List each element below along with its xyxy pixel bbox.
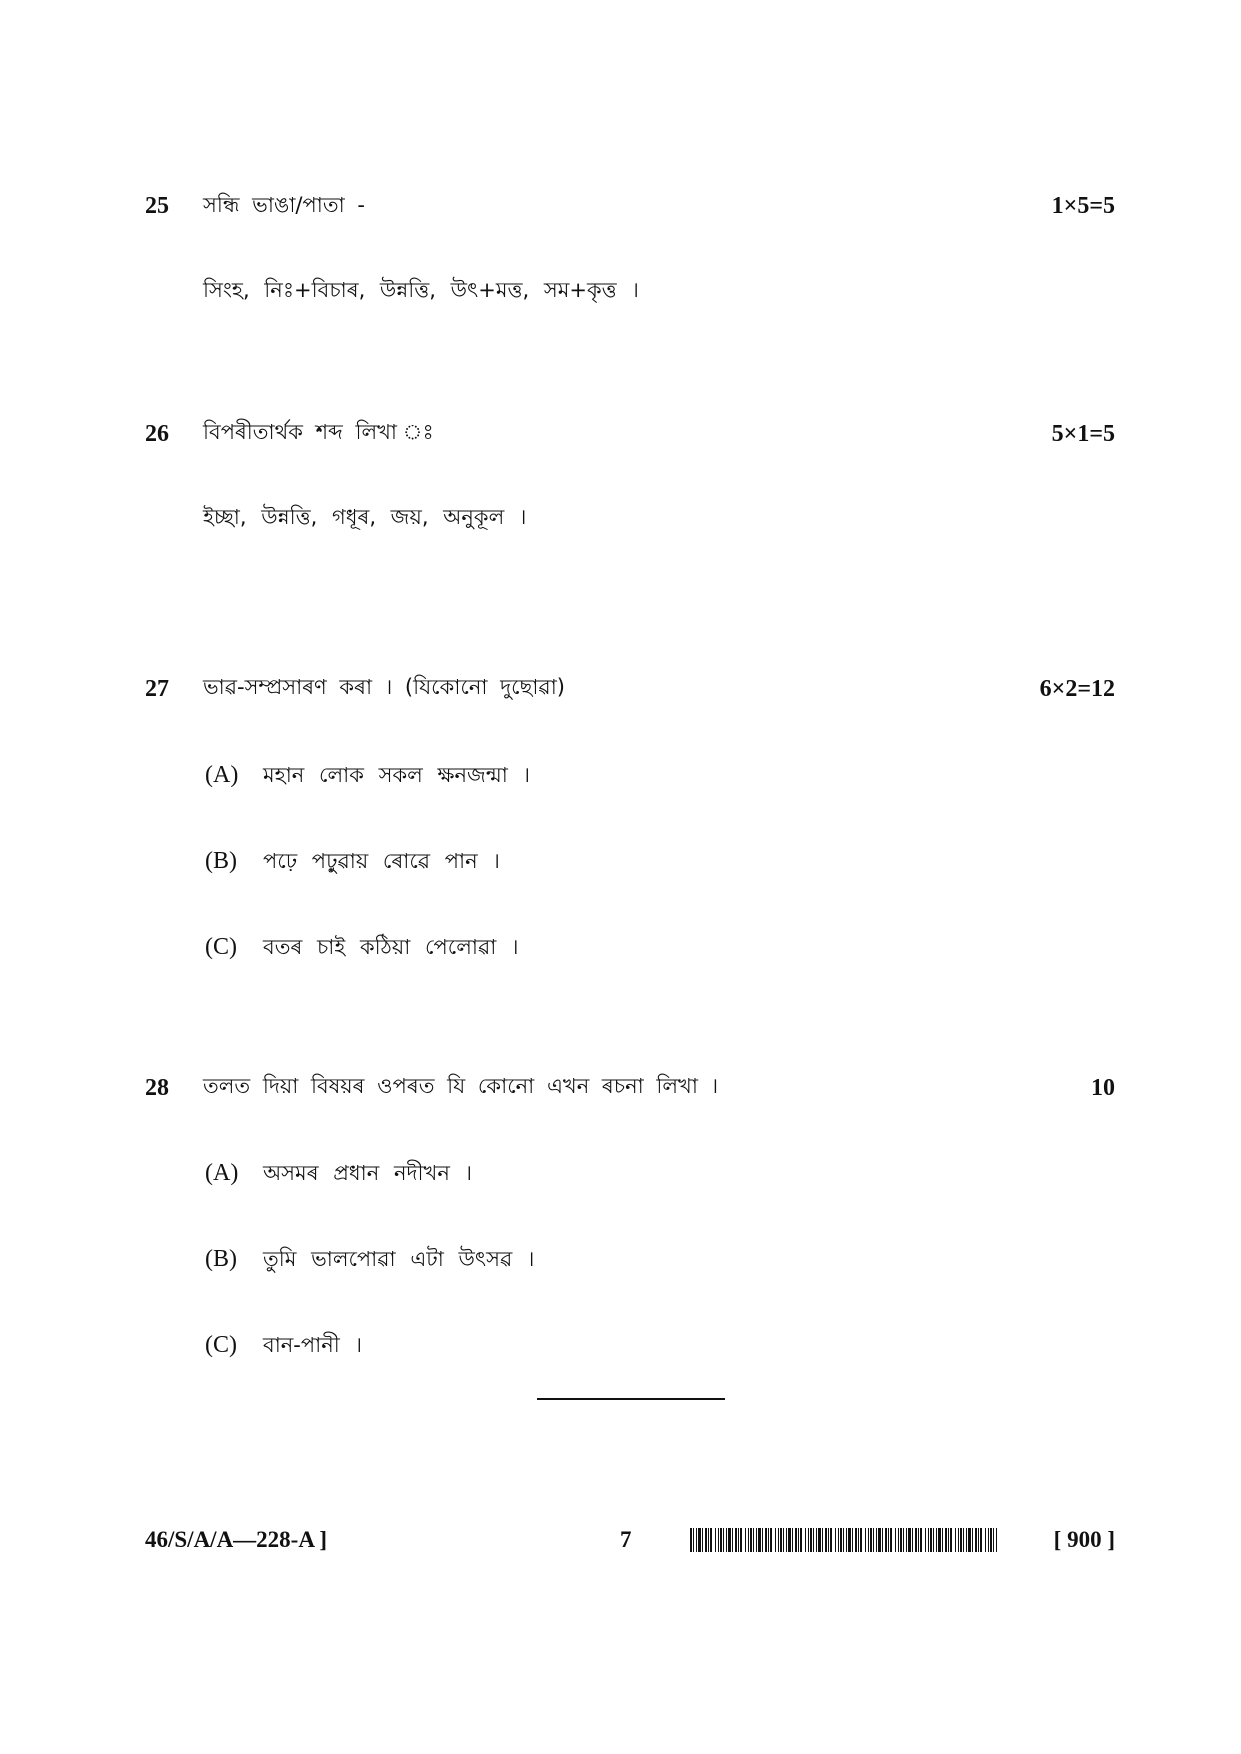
barcode-bar [963, 1528, 964, 1552]
barcode-bar [988, 1528, 989, 1552]
barcode-bar [726, 1528, 727, 1552]
option-text: বান-পানী । [263, 1333, 362, 1357]
question-28-marks: 10 [1091, 1075, 1115, 1101]
question-27-marks: 6×2=12 [1039, 676, 1115, 702]
barcode-bar [813, 1528, 814, 1552]
barcode-bar [740, 1528, 742, 1552]
barcode-bar [778, 1528, 779, 1552]
barcode-bar [758, 1528, 761, 1552]
option-text: বতৰ চাই কঠিয়া পেলোৱা । [263, 935, 519, 959]
barcode-bar [958, 1528, 959, 1552]
question-26-marks: 5×1=5 [1051, 421, 1115, 447]
barcode-bar [843, 1528, 844, 1552]
barcode-bar [762, 1528, 763, 1552]
barcode-bar [915, 1528, 917, 1552]
barcode-bar [825, 1528, 827, 1552]
barcode-bar [876, 1528, 877, 1552]
question-26-prompt: বিপৰীতাৰ্থক শব্দ লিখা ঃ [203, 420, 440, 444]
barcode-bar [878, 1528, 881, 1552]
barcode-bar [930, 1528, 932, 1552]
question-25-body: সিংহ, নিঃ+বিচাৰ, উন্নত্তি, উৎ+মত্ত, সম+কৃত্ত । [203, 278, 639, 302]
barcode-bar [858, 1528, 859, 1552]
barcode-bar [852, 1528, 853, 1552]
barcode-bar [723, 1528, 724, 1552]
barcode-bar [912, 1528, 913, 1552]
question-28-option-a [205, 1158, 472, 1188]
question-26-body: ইচ্ছা, উন্নত্তি, গধূৰ, জয়, অনুকূল । [203, 505, 527, 529]
barcode-bar [933, 1528, 934, 1552]
barcode-bar [693, 1528, 694, 1552]
barcode-bar [795, 1528, 797, 1552]
barcode-bar [906, 1528, 907, 1552]
barcode-bar [745, 1528, 746, 1552]
barcode-bar [805, 1528, 806, 1552]
barcode-bar [735, 1528, 737, 1552]
barcode-bar [890, 1528, 892, 1552]
question-28-option-b [205, 1244, 534, 1274]
barcode-bar [950, 1528, 952, 1552]
barcode-bar [908, 1528, 911, 1552]
barcode-bar [903, 1528, 904, 1552]
barcode-bar [990, 1528, 992, 1552]
barcode-bar [960, 1528, 962, 1552]
question-25-number: 25 [145, 193, 169, 219]
barcode-bar [750, 1528, 752, 1552]
barcode-bar [718, 1528, 719, 1552]
barcode-bar [945, 1528, 947, 1552]
page-number: 7 [620, 1527, 632, 1552]
barcode-bar [698, 1528, 701, 1552]
barcode-bar [696, 1528, 697, 1552]
barcode-bar [690, 1528, 692, 1552]
barcode-bar [783, 1528, 784, 1552]
option-text: পঢ়ে পঢ়ুৱায় ৰোৱে পান । [263, 849, 500, 873]
barcode-bar [936, 1528, 937, 1552]
option-label: (A) [205, 1160, 239, 1186]
barcode-bar [942, 1528, 943, 1552]
barcode-bar [830, 1528, 832, 1552]
barcode-bar [885, 1528, 887, 1552]
barcode-bar [996, 1528, 997, 1552]
barcode-bar [888, 1528, 889, 1552]
barcode-bar [822, 1528, 823, 1552]
option-label: (B) [205, 1246, 237, 1272]
question-27-option-c [205, 932, 519, 962]
barcode-bar [840, 1528, 842, 1552]
barcode-bar [938, 1528, 941, 1552]
question-28-prompt: তলত দিয়া বিষয়ৰ ওপৰত যি কোনো এখন ৰচনা লিখা । [203, 1074, 719, 1098]
barcode-bar [848, 1528, 851, 1552]
barcode-bar [702, 1528, 703, 1552]
barcode-bar [720, 1528, 722, 1552]
end-rule [537, 1398, 725, 1400]
barcode-bar [972, 1528, 973, 1552]
barcode-bar [846, 1528, 847, 1552]
option-label: (B) [205, 848, 237, 874]
question-27-prompt: ভাৱ-সম্প্ৰসাৰণ কৰা । (যিকোনো দুছোৱা) [203, 675, 566, 699]
barcode-bar [800, 1528, 802, 1552]
barcode-bar [966, 1528, 967, 1552]
barcode-bar [765, 1528, 767, 1552]
barcode-bar [728, 1528, 731, 1552]
question-28-number: 28 [145, 1075, 169, 1101]
barcode-bar [768, 1528, 769, 1552]
barcode-bar [835, 1528, 836, 1552]
barcode-bar [838, 1528, 839, 1552]
barcode-bar [715, 1528, 716, 1552]
barcode-bar [900, 1528, 902, 1552]
barcode-bar [865, 1528, 866, 1552]
question-27-option-b [205, 846, 500, 876]
question-25-prompt: সন্ধি ভাঙা/পাতা - [203, 193, 365, 217]
option-text: তুমি ভালপোৱা এটা উৎসৱ । [263, 1247, 535, 1271]
barcode-bar [925, 1528, 926, 1552]
barcode-bar [948, 1528, 949, 1552]
barcode-bar [808, 1528, 809, 1552]
barcode-bar [975, 1528, 977, 1552]
barcode-bar [882, 1528, 883, 1552]
barcode-bar [955, 1528, 956, 1552]
question-28-option-c [205, 1330, 362, 1360]
option-label: (C) [205, 1332, 237, 1358]
option-text: মহান লোক সকল ক্ষনজন্মা । [263, 763, 531, 787]
barcode-bar [920, 1528, 922, 1552]
barcode-bar [870, 1528, 872, 1552]
barcode-bar [788, 1528, 791, 1552]
barcode [690, 1528, 997, 1552]
barcode-bar [710, 1528, 712, 1552]
barcode-bar [978, 1528, 979, 1552]
barcode-bar [895, 1528, 896, 1552]
barcode-bar [928, 1528, 929, 1552]
copy-count: [ 900 ] [1053, 1527, 1115, 1552]
barcode-bar [898, 1528, 899, 1552]
barcode-bar [968, 1528, 971, 1552]
barcode-bar [918, 1528, 919, 1552]
barcode-bar [828, 1528, 829, 1552]
barcode-bar [980, 1528, 982, 1552]
barcode-bar [756, 1528, 757, 1552]
barcode-bar [798, 1528, 799, 1552]
paper-code: 46/S/A/A—228-A ] [145, 1527, 328, 1552]
barcode-bar [868, 1528, 869, 1552]
barcode-bar [993, 1528, 994, 1552]
barcode-bar [770, 1528, 772, 1552]
question-27-option-a [205, 760, 530, 790]
barcode-bar [775, 1528, 776, 1552]
barcode-bar [748, 1528, 749, 1552]
barcode-bar [860, 1528, 862, 1552]
barcode-bar [855, 1528, 857, 1552]
option-label: (C) [205, 934, 237, 960]
barcode-bar [873, 1528, 874, 1552]
option-text: অসমৰ প্ৰধান নদীখন । [263, 1161, 473, 1185]
barcode-bar [792, 1528, 793, 1552]
barcode-bar [732, 1528, 733, 1552]
barcode-bar [738, 1528, 739, 1552]
barcode-bar [708, 1528, 709, 1552]
question-26-number: 26 [145, 421, 169, 447]
barcode-bar [786, 1528, 787, 1552]
option-label: (A) [205, 762, 239, 788]
barcode-bar [985, 1528, 986, 1552]
barcode-bar [818, 1528, 821, 1552]
barcode-bar [816, 1528, 817, 1552]
barcode-bar [810, 1528, 812, 1552]
barcode-bar [705, 1528, 707, 1552]
barcode-bar [753, 1528, 754, 1552]
question-25-marks: 1×5=5 [1051, 193, 1115, 219]
question-27-number: 27 [145, 676, 169, 702]
barcode-bar [780, 1528, 782, 1552]
